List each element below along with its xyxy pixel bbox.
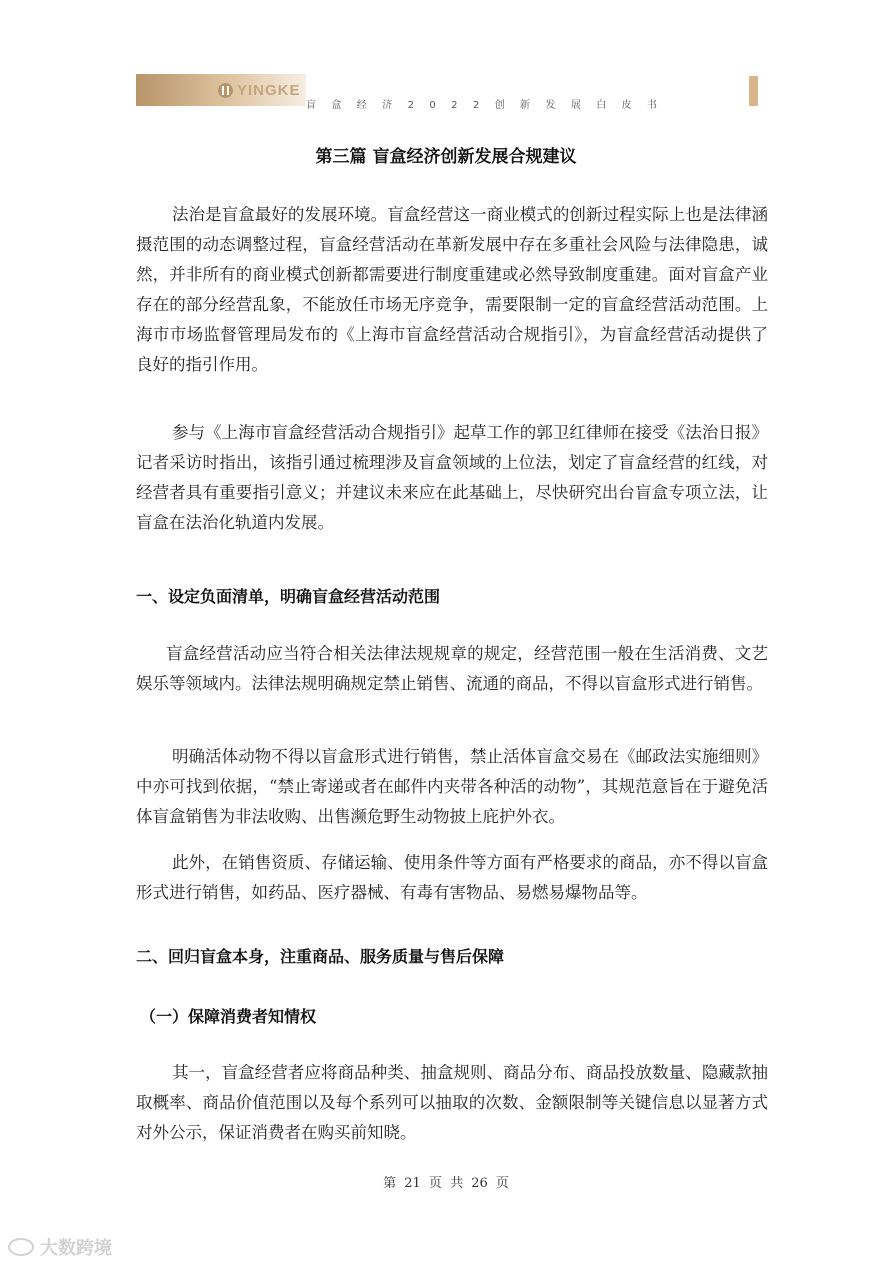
paragraph-interview: 参与《上海市盲盒经营活动合规指引》起草工作的郭卫红律师在接受《法治日报》记者采访时指出，该指引通过梳理涉及盲盒领域的上位法，划定了盲盒经营的红线，对经营者具有重要指引意义；并建议未来应在此基础上，尽快研究出台盲盒专项立法，让盲盒在法治化轨道内发展。 — [136, 423, 768, 532]
page-title: 第三篇 盲盒经济创新发展合规建议 — [315, 147, 577, 167]
section-heading-2: 二、回归盲盒本身，注重商品、服务质量与售后保障 — [136, 947, 505, 966]
paragraph-restricted-goods: 此外，在销售资质、存储运输、使用条件等方面有严格要求的商品，亦不得以盲盒形式进行销售，如药品、医疗器械、有毒有害物品、易燃易爆物品等。 — [136, 853, 768, 902]
logo-mark-icon — [218, 83, 233, 98]
header-accent-bar — [749, 76, 758, 106]
brand-logo — [218, 80, 301, 100]
page-number: 第 21 页 共 26 页 — [383, 1176, 509, 1191]
section-heading-1: 一、设定负面清单，明确盲盒经营活动范围 — [136, 587, 441, 606]
header-title: 盲盒经济2022创新发展白皮书 — [306, 100, 673, 111]
paragraph-live-animals: 明确活体动物不得以盲盒形式进行销售，禁止活体盲盒交易在《邮政法实施细则》中亦可找到依据，“禁止寄递或者在邮件内夹带各种活的动物”，其规范意旨在于避免活体盲盒销售为非法收购、出售濒危野生动物披上庇护外衣。 — [136, 747, 768, 826]
watermark-text: 大数跨境 — [40, 1238, 112, 1259]
paragraph-disclosure: 其一，盲盒经营者应将商品种类、抽盒规则、商品分布、商品投放数量、隐藏款抽取概率、商品价值范围以及每个系列可以抽取的次数、金额限制等关键信息以显著方式对外公示，保证消费者在购买前知晓。 — [136, 1063, 768, 1142]
watermark — [8, 1234, 112, 1260]
watermark-logo-icon — [8, 1238, 34, 1256]
paragraph-scope: 盲盒经营活动应当符合相关法律法规规章的规定，经营范围一般在生活消费、文艺娱乐等领域内。法律法规明确规定禁止销售、流通的商品，不得以盲盒形式进行销售。 — [136, 644, 768, 693]
paragraph-intro: 法治是盲盒最好的发展环境。盲盒经营这一商业模式的创新过程实际上也是法律涵摄范围的动态调整过程，盲盒经营活动在革新发展中存在多重社会风险与法律隐患，诚然，并非所有的商业模式创新都需要进行制度重建或必然导致制度重建。面对盲盒产业存在的部分经营乱象，不能放任市场无序竞争，需要限制一定的盲盒经营活动范围。上海市市场监督管理局发布的《上海市盲盒经营活动合规指引》，为盲盒经营活动提供了良好的指引作用。 — [136, 205, 768, 374]
subsection-heading-1: （一）保障消费者知情权 — [140, 1007, 317, 1026]
logo-text: YINGKE — [237, 81, 301, 99]
